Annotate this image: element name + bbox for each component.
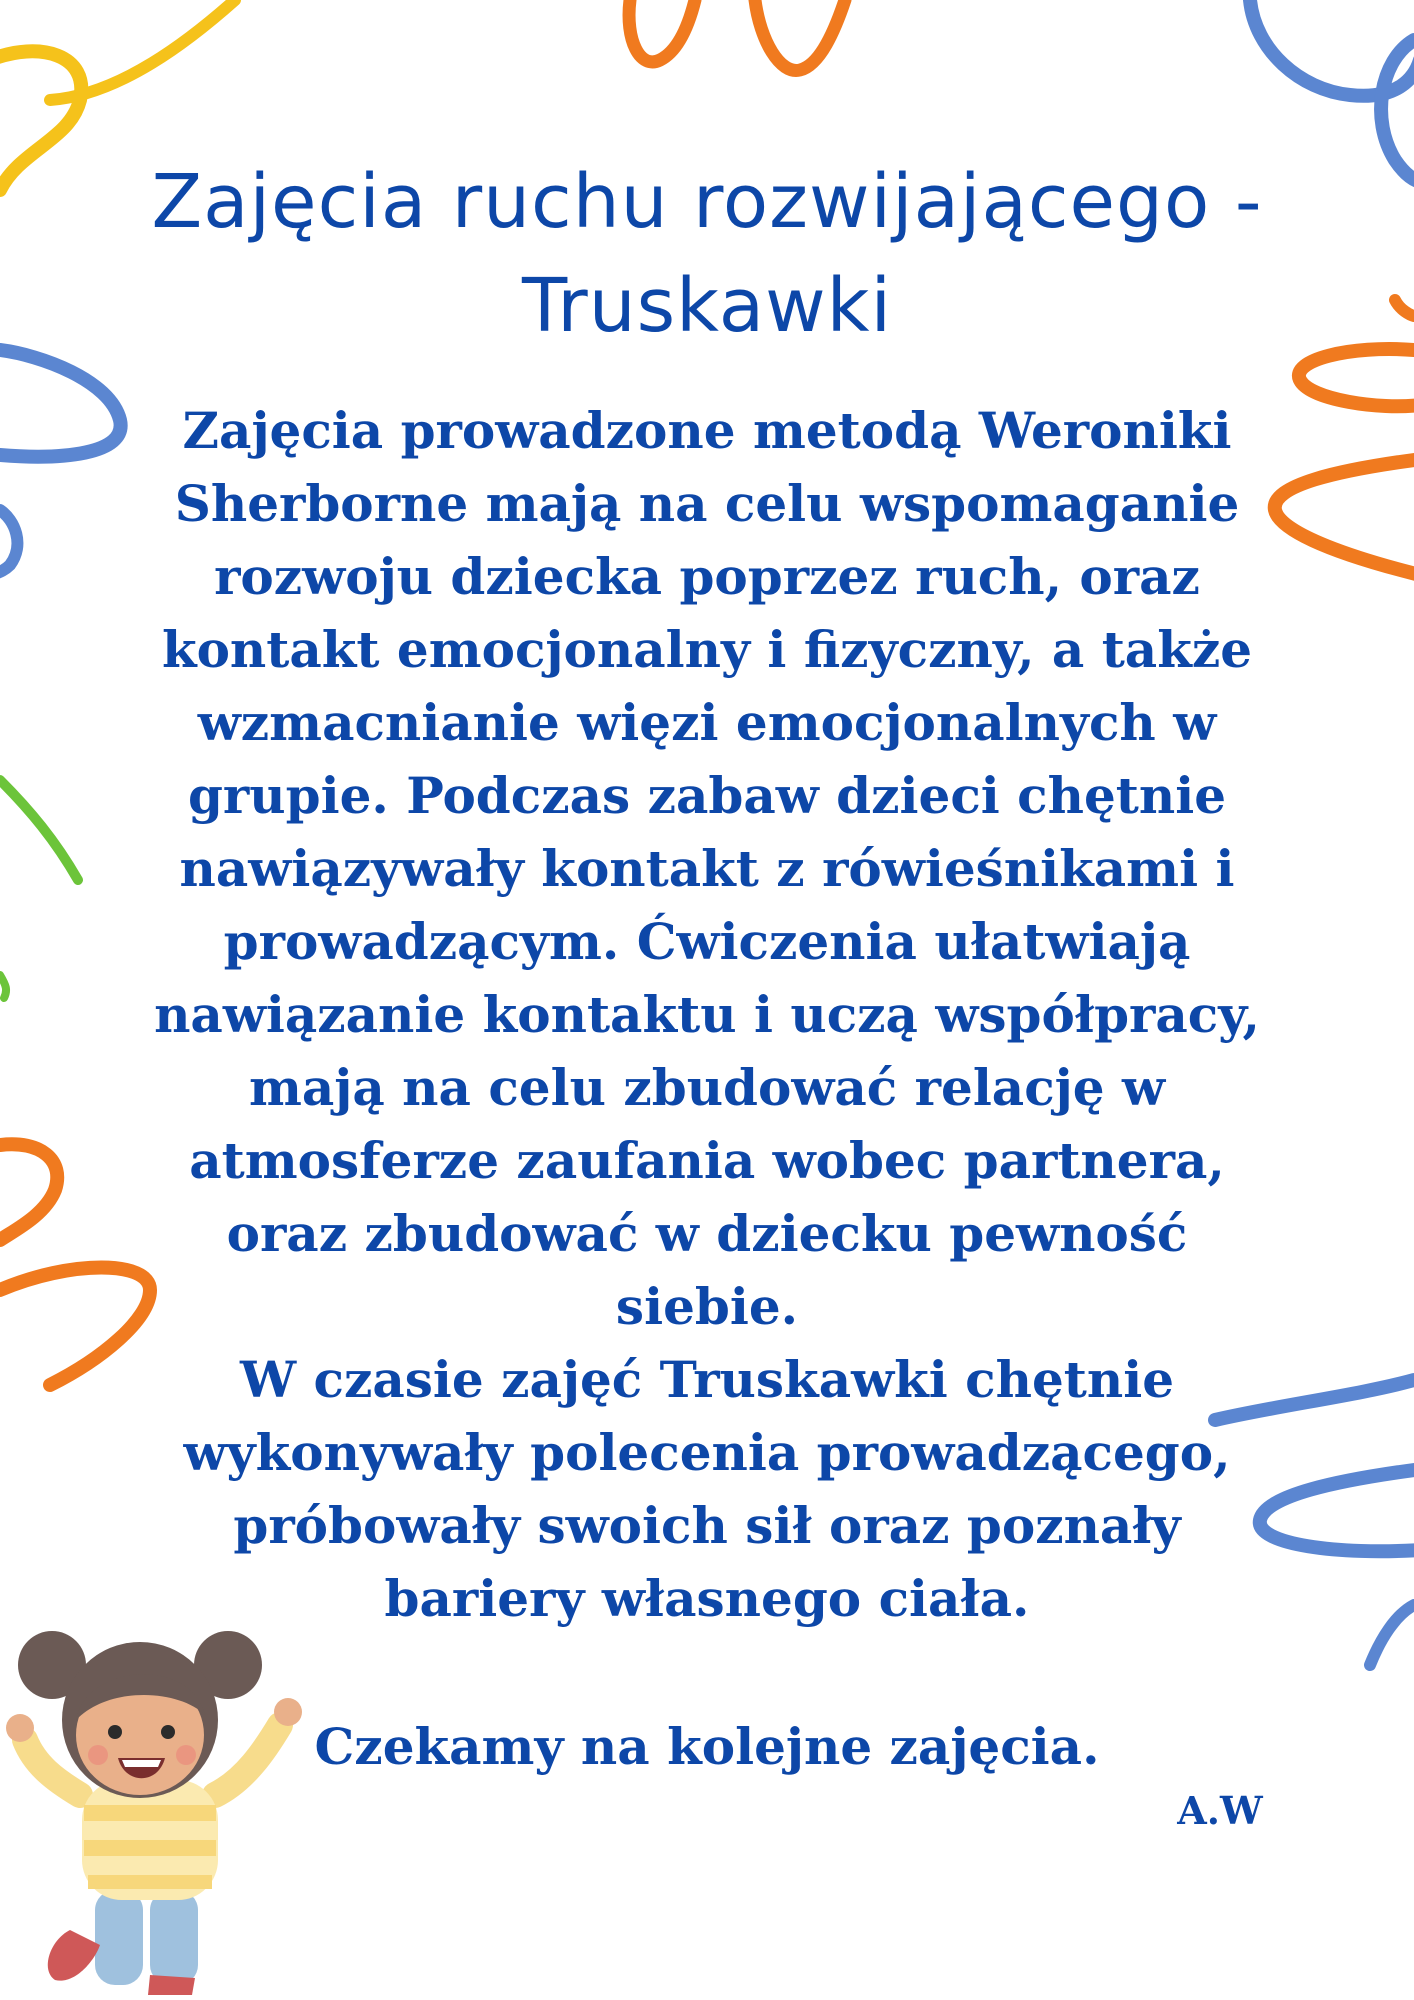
left-shoe xyxy=(48,1930,100,1981)
right-eye xyxy=(161,1725,175,1739)
body-line: W czasie zajęć Truskawki chętnie xyxy=(239,1350,1175,1409)
orange-scribble xyxy=(755,0,845,70)
blue-scribble xyxy=(1381,40,1414,182)
title-line-1: Zajęcia ruchu rozwijającego - xyxy=(151,159,1263,245)
blue-scribble xyxy=(0,510,17,574)
left-cheek xyxy=(88,1745,108,1765)
right-hand xyxy=(274,1698,302,1726)
body-line: nawiązywały kontakt z rówieśnikami i xyxy=(179,839,1235,898)
left-hand xyxy=(6,1714,34,1742)
body-line: mają na celu zbudować relację w xyxy=(248,1058,1165,1117)
blue-scribble xyxy=(0,350,121,457)
orange-scribble xyxy=(629,0,695,62)
body-line: atmosferze zaufania wobec partnera, xyxy=(189,1131,1225,1190)
body-line: rozwoju dziecka poprzez ruch, oraz xyxy=(214,547,1200,606)
orange-scribble xyxy=(0,1268,150,1386)
body-line: wzmacnianie więzi emocjonalnych w xyxy=(197,693,1217,752)
body-line: nawiązanie kontaktu i uczą współpracy, xyxy=(154,985,1260,1044)
right-shoe xyxy=(148,1975,195,1995)
green-scribble xyxy=(0,975,6,998)
right-leg xyxy=(150,1890,198,1985)
sweater-stripe xyxy=(88,1875,212,1889)
yellow-scribble xyxy=(0,51,81,190)
author-signature: A.W xyxy=(1177,1788,1263,1833)
body-line: prowadzącym. Ćwiczenia ułatwiają xyxy=(223,912,1191,971)
body-line: grupie. Podczas zabaw dzieci chętnie xyxy=(187,766,1227,825)
right-cheek xyxy=(176,1745,196,1765)
body-line: wykonywały polecenia prowadzącego, xyxy=(183,1423,1231,1482)
green-scribble xyxy=(0,780,78,880)
title-line-2: Truskawki xyxy=(521,263,893,349)
blue-scribble xyxy=(1370,1605,1414,1665)
body-line: próbowały swoich sił oraz poznały xyxy=(233,1496,1181,1555)
sweater-stripe xyxy=(84,1805,216,1821)
orange-scribble xyxy=(1275,460,1414,575)
right-arm xyxy=(215,1725,280,1795)
body-line: oraz zbudować w dziecku pewność xyxy=(226,1204,1188,1263)
teeth xyxy=(122,1760,161,1767)
orange-scribble xyxy=(1395,300,1414,316)
closing-line: Czekamy na kolejne zajęcia. xyxy=(314,1717,1100,1776)
left-leg xyxy=(95,1890,143,1985)
orange-scribble xyxy=(1299,349,1414,406)
left-eye xyxy=(108,1725,122,1739)
sweater-stripe xyxy=(84,1840,216,1856)
page-title xyxy=(100,150,1314,358)
body-line: Zajęcia prowadzone metodą Weroniki xyxy=(182,401,1232,460)
jumping-girl-illustration xyxy=(0,1620,320,2000)
body-line: siebie. xyxy=(615,1277,799,1336)
blue-scribble xyxy=(1260,1470,1414,1551)
body-paragraph xyxy=(150,394,1264,1635)
body-line: Sherborne mają na celu wspomaganie xyxy=(174,474,1240,533)
body-line: bariery własnego ciała. xyxy=(384,1569,1030,1628)
body-line: kontakt emocjonalny i fizyczny, a także xyxy=(161,620,1253,679)
orange-scribble xyxy=(0,1144,57,1240)
